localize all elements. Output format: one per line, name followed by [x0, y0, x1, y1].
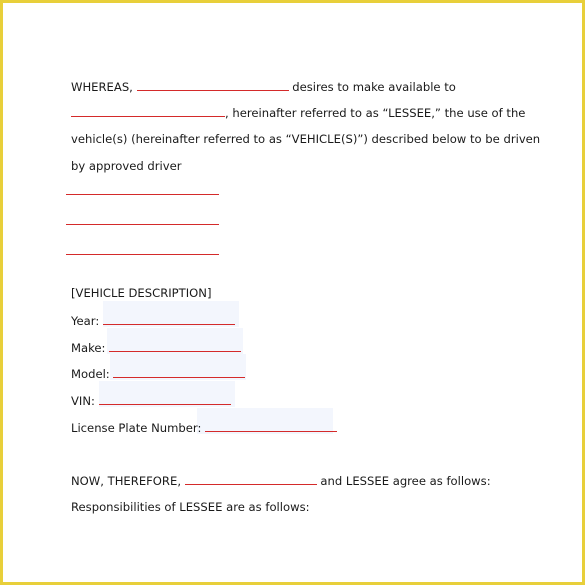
driver-field-3[interactable] — [66, 254, 219, 255]
driver-field-2[interactable] — [66, 224, 219, 225]
plate-field[interactable] — [205, 420, 337, 432]
make-label: Make: — [71, 341, 106, 355]
year-field[interactable] — [103, 313, 235, 325]
now-label: NOW, THEREFORE, — [71, 474, 181, 488]
vin-line — [71, 393, 231, 408]
vin-label: VIN: — [71, 394, 95, 408]
year-label: Year: — [71, 314, 100, 328]
lessee-line — [71, 105, 525, 120]
vehicle-description-heading: [VEHICLE DESCRIPTION] — [71, 286, 212, 300]
plate-line — [71, 420, 337, 435]
vehicle-line: vehicle(s) (hereinafter referred to as “VEHICLE(S)”) described below to be driven — [71, 132, 541, 146]
driver-line: by approved driver — [71, 159, 182, 173]
whereas-label: WHEREAS, — [71, 80, 133, 94]
plate-label: License Plate Number: — [71, 421, 202, 435]
model-line — [71, 366, 245, 381]
lessee-tail-text: , hereinafter referred to as “LESSEE,” the use of the — [225, 106, 526, 120]
party-name-field[interactable] — [185, 473, 317, 485]
make-line — [71, 340, 241, 355]
year-line — [71, 313, 235, 328]
vin-field[interactable] — [99, 393, 231, 405]
whereas-line — [71, 79, 456, 94]
model-label: Model: — [71, 367, 110, 381]
lessee-name-field[interactable] — [71, 105, 225, 117]
model-field[interactable] — [113, 366, 245, 378]
driver-field-1[interactable] — [66, 194, 219, 195]
lessor-name-field[interactable] — [137, 79, 289, 91]
responsibilities-line: Responsibilities of LESSEE are as follows: — [71, 500, 310, 514]
now-tail-text: and LESSEE agree as follows: — [320, 474, 491, 488]
whereas-tail-text: desires to make available to — [292, 80, 456, 94]
make-field[interactable] — [109, 340, 241, 352]
now-therefore-line — [71, 473, 491, 488]
